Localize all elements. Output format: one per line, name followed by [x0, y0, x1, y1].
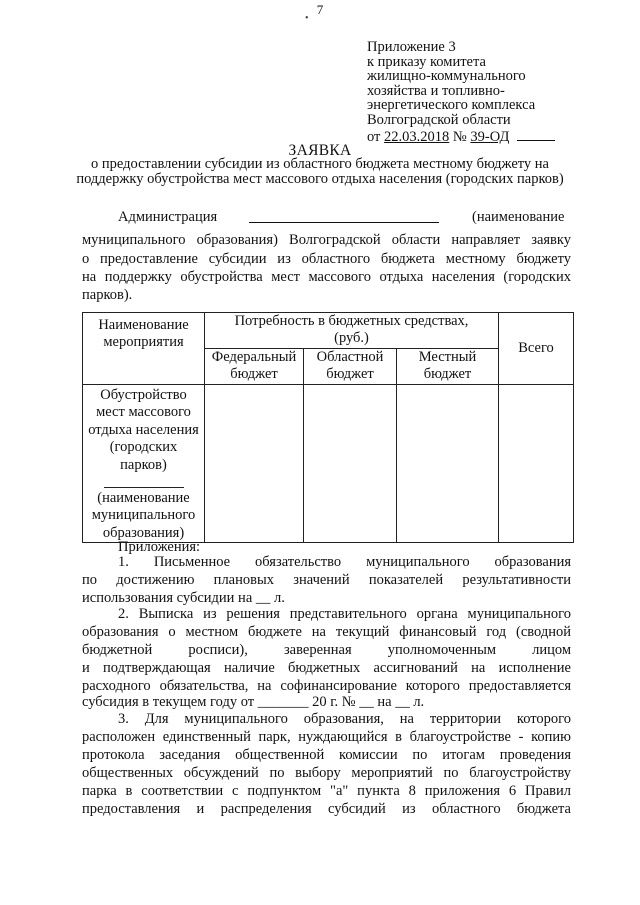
attachment-3-line: предоставления и распределения субсидий из областного бюджета [82, 801, 571, 817]
order-number-sign: № [449, 128, 471, 145]
appendix-line: хозяйства и топливно- [367, 82, 505, 99]
appendix-line: Волгоградской области [367, 111, 511, 128]
attachment-2-line: и подтверждающая наличие бюджетных ассигнований на исполнение [82, 660, 571, 676]
table-cell-regional [304, 385, 397, 543]
order-date: 22.03.2018 [384, 128, 450, 145]
attachment-1-line: по достижению плановых значений показателей результативности [82, 572, 571, 588]
intro-line: муниципального образования) Волгоградской области направляет заявку [82, 232, 571, 248]
attachment-3-line: общественных обсуждений по выбору мероприятий по благоустройству [82, 765, 571, 781]
appendix-block [367, 40, 555, 144]
table-cell-local [397, 385, 499, 543]
col-header-federal: Федеральный бюджет [205, 349, 304, 385]
request-table [82, 312, 574, 543]
appendix-date-prefix: от [367, 128, 385, 145]
table-cell-event: Обустройство мест массового отдыха населения (городских парков) (наименование муниципального образования) [83, 385, 205, 543]
intro-line: на поддержку обустройства мест массового отдыха населения (городских [82, 269, 571, 285]
attachment-2-line: расходного обязательства, на софинансирование которого предоставляется [82, 678, 571, 694]
col-header-event: Наименование мероприятия [83, 313, 205, 385]
col-header-local: Местный бюджет [397, 349, 499, 385]
attachment-3-line: парка в соответствии с подпунктом "а" пункта 8 приложения 6 Правил [82, 783, 571, 799]
col-header-total: Всего [499, 313, 574, 385]
intro-line: парков). [82, 287, 133, 303]
attachment-2-line: образования о местном бюджете на текущий финансовый год (сводной [82, 624, 571, 640]
intro-end: (наименование [472, 209, 565, 225]
attachments-heading: Приложения: [118, 539, 201, 555]
attachment-1-line: использования субсидии на __ л. [82, 590, 285, 606]
order-number: 39-ОД [470, 128, 510, 145]
appendix-line: энергетического комплекса [367, 97, 536, 114]
appendix-line: жилищно-коммунального [367, 68, 526, 85]
intro-line: о предоставление субсидии из областного бюджета местному бюджету [82, 251, 571, 267]
attachment-3-line: протокола заседания общественной комиссии по итогам проведения [82, 747, 571, 763]
col-header-regional: Областной бюджет [304, 349, 397, 385]
attachment-3-line: расположен единственный парк, нуждающийся в благоустройстве - копию [82, 729, 571, 745]
blank-line [517, 128, 555, 141]
attachment-2-line: 2. Выписка из решения представительного органа муниципального [118, 606, 571, 622]
document-subtitle: о предоставлении субсидии из областного бюджета местному бюджету на поддержку обустройства мест массового отдыха населения (городских парков) [76, 156, 564, 187]
page-number: 7 [316, 2, 324, 17]
table-cell-total [499, 385, 574, 543]
document-title: ЗАЯВКА [288, 142, 352, 159]
municipality-blank [104, 486, 184, 488]
appendix-line: Приложение 3 [367, 39, 456, 55]
col-header-need: Потребность в бюджетных средствах, (руб.) [205, 313, 499, 349]
attachment-2-line: бюджетной росписи), заверенная уполномоченным лицом [82, 642, 572, 658]
admin-name-blank [249, 222, 439, 223]
appendix-line: к приказу комитета [367, 53, 486, 70]
scan-mark: • [305, 13, 309, 24]
table-cell-federal [205, 385, 304, 543]
attachment-2-line: субсидия в текущем году от _______ 20 г. № __ на __ л. [82, 694, 425, 710]
intro-start: Администрация [118, 209, 218, 225]
attachment-3-line: 3. Для муниципального образования, на территории которого [118, 711, 571, 727]
attachment-1-line: 1. Письменное обязательство муниципального образования [118, 554, 572, 570]
